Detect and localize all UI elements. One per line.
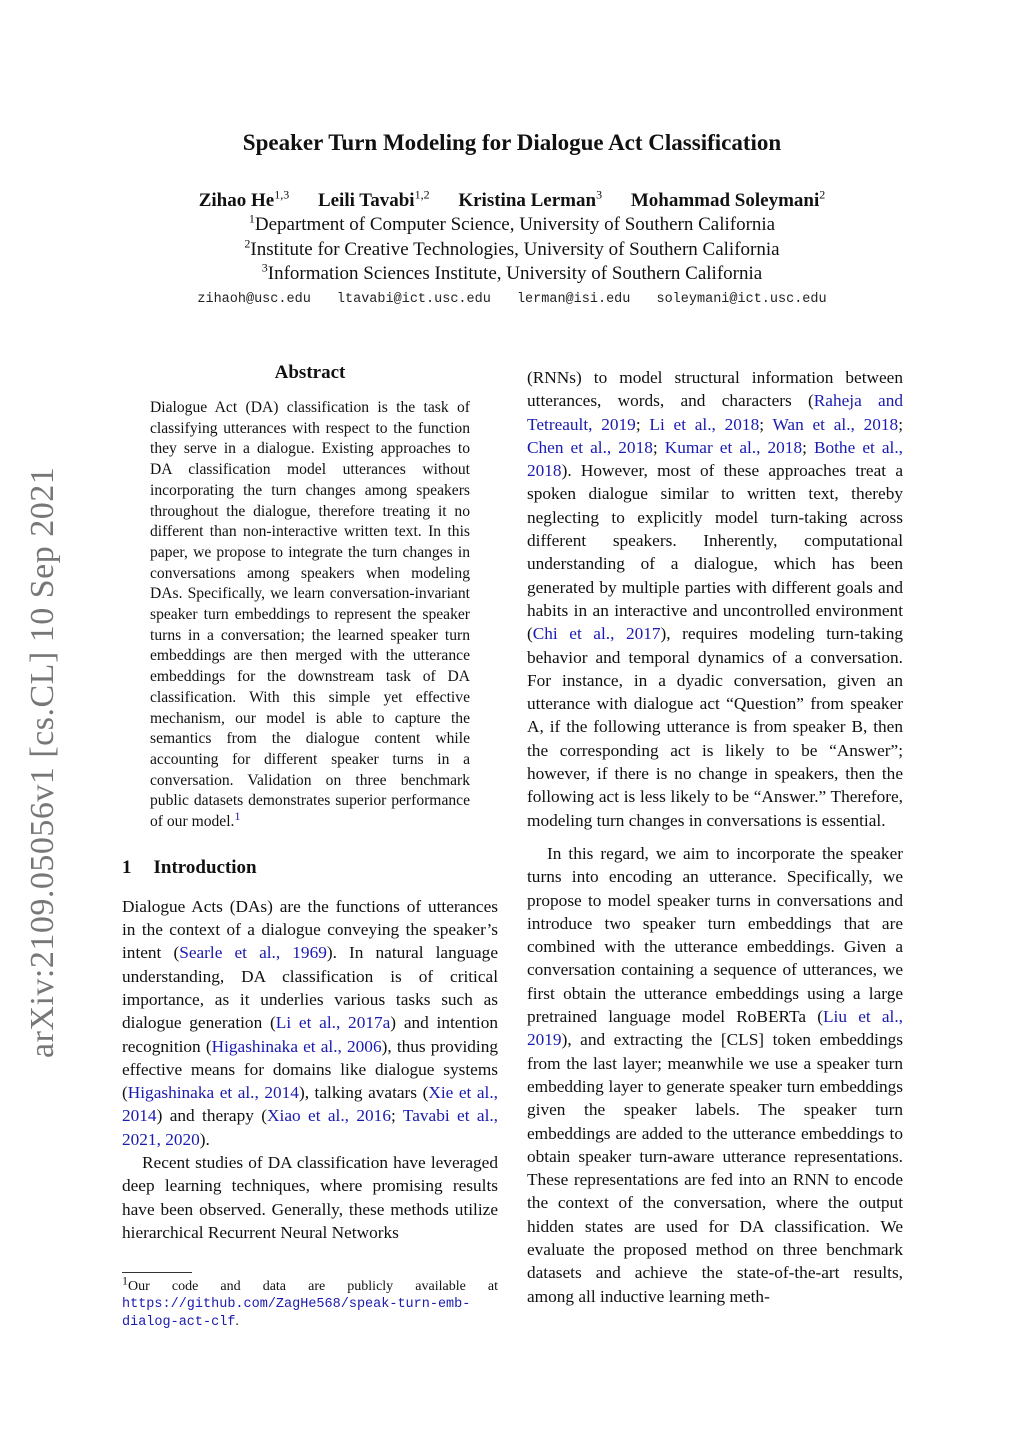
citation-link[interactable]: Raheja and Tetreault, 2019 [527,391,903,434]
email-link[interactable]: lerman@isi.edu [516,292,631,307]
author: Mohammad Soleymani$^2$ [630,187,826,211]
intro-paragraph-3: (RNNs) to model structural information between utterances, words, and characters (Raheja and Tetreault, 2019; Li et al., 2018; Wan et al., 2018; Chen et al., 2018; Kumar et al., 2018; Bothe et al., 2018). However, most of these approaches treat a spoken dialogue similar to written text, thereby neglecting to explicitly model turn-taking across different speakers. Inherently, computational understanding of a dialogue, which has been generated by multiple parties with different goals and habits in an interactive and uncontrolled environment (Chi et al., 2017), requires modeling turn-taking behavior and temporal dynamics of a conversation. For instance, in a dyadic conversation, given an utterance with dialogue act “Question” from speaker A, if the following utterance is from speaker B, then the corresponding act is likely to be “Answer”; however, if there is no change in speakers, then the following act is less likely to be “Answer.” Therefore, modeling turn changes in conversations is essential. [527,368,904,830]
author: Leili Tavabi$^{1,2}$ [317,187,430,211]
citation-link[interactable]: Li et al., 2018 [649,414,760,434]
intro-paragraph-1: Dialogue Acts (DAs) are the functions of utterances in the context of a dialogue conveying the speaker’s intent (Searle et al., 1969). In natural language understanding, DA classification is of critical importance, as it underlies various tasks such as dialogue generation (Li et al., 2017a) and intention recognition (Higashinaka et al., 2006), thus providing effective means for domains like dialogue systems (Higashinaka et al., 2014), talking avatars (Xie et al., 2014) and therapy (Xiao et al., 2016; Tavabi et al., 2021, 2020). [122,896,499,1149]
affiliation: $^2$Institute for Creative Technologies, University of Southern California [244,236,780,260]
author: Kristina Lerman$^3$ [458,187,603,211]
email-link[interactable]: zihaoh@usc.edu [197,292,311,307]
citation-link[interactable]: Chi et al., 2017 [532,624,661,644]
footnote-mark[interactable]: 1 [234,808,241,823]
citation-link[interactable]: Higashinaka et al., 2014 [127,1083,299,1103]
code-repository-link[interactable]: https://github.com/ZagHe568/speak-turn-emb-dialog-act-clf [122,1297,471,1330]
footnote-rule [122,1272,192,1273]
left-column [122,362,498,1244]
abstract-heading: Abstract [274,362,346,383]
right-column [527,366,903,1308]
email-link[interactable]: soleymani@ict.usc.edu [656,292,827,307]
email-link[interactable]: ltavabi@ict.usc.edu [336,292,491,307]
citation-link[interactable]: Searle et al., 1969 [179,943,327,963]
citation-link[interactable]: Xiao et al., 2016 [267,1106,391,1126]
citation-link[interactable]: Chen et al., 2018 [527,437,653,457]
intro-paragraph-4: In this regard, we aim to incorporate the speaker turns into encoding an utterance. Specifically, we propose to model speaker turns in conversations and introduce two speaker turn embeddings that are combined with the utterance embeddings. Given a conversation containing a sequence of utterances, we first obtain the utterance embeddings using a large pretrained language model RoBERTa (Liu et al., 2019), and extracting the [CLS] token embeddings from the last layer; meanwhile we use a speaker turn embedding layer to generate speaker turn embeddings given the speaker labels. The speaker turn embeddings are added to the utterance embeddings to obtain speaker turn-aware utterance representations. These representations are fed into an RNN to encode the context of the conversation, where the output hidden states are used for DA classification. We evaluate the proposed method on three benchmark datasets and achieve the state-of-the-art results, among all inductive learning meth- [527,843,903,1306]
author: Zihao He$^{1,3}$ [198,187,290,211]
citation-link[interactable]: Wan et al., 2018 [772,414,899,434]
abstract-text: Dialogue Act (DA) classification is the task of classifying utterances with respect to the function they serve in a dialogue. Existing approaches to DA classification model utterances without incorporating the turn changes among speakers throughout the dialogue, therefore treating it no different than non-interactive written text. In this paper, we propose to integrate the turn changes in conversations among speakers when modeling DAs. Specifically, we learn conversation-invariant speaker turn embeddings to represent the speaker turns in a conversation; the learned speaker turn embeddings are then merged with the utterance embeddings for the downstream task of DA classification. With this simple yet effective mechanism, our model is able to capture the semantics from the dialogue content while accounting for different speaker turns in a conversation. Validation on three benchmark public datasets demonstrates superior performance of our model.$^1$ [150,399,470,831]
footnote: $^1$Our code and data are publicly available at https://github.com/ZagHe568/speak-turn-emb-dialog-act-clf. [122,1273,498,1330]
citation-link[interactable]: Liu et al., 2019 [527,1007,903,1050]
citation-link[interactable]: Li et al., 2017a [275,1013,391,1033]
citation-link[interactable]: Tavabi et al., 2021, 2020 [122,1106,499,1149]
citation-link[interactable]: Kumar et al., 2018 [664,437,803,457]
section-heading-introduction: 1 Introduction [122,856,257,878]
arxiv-stamp: arXiv:2109.05056v1 [cs.CL] 10 Sep 2021 [24,466,61,1058]
affiliation: $^3$Information Sciences Institute, University of Southern California [261,260,763,284]
intro-paragraph-2: Recent studies of DA classification have leveraged deep learning techniques, where promising results have been observed. Generally, these methods utilize hierarchical Recurrent Neural Networks [122,1153,498,1242]
affiliation: $^1$Department of Computer Science, University of Southern California [248,211,776,235]
paper-title: Speaker Turn Modeling for Dialogue Act Classification [242,130,782,155]
author-list [0,187,1024,212]
citation-link[interactable]: Bothe et al., 2018 [527,437,903,481]
citation-link[interactable]: Xie et al., 2014 [122,1083,498,1126]
author-emails [0,292,1024,307]
citation-link[interactable]: Higashinaka et al., 2006 [211,1036,382,1056]
